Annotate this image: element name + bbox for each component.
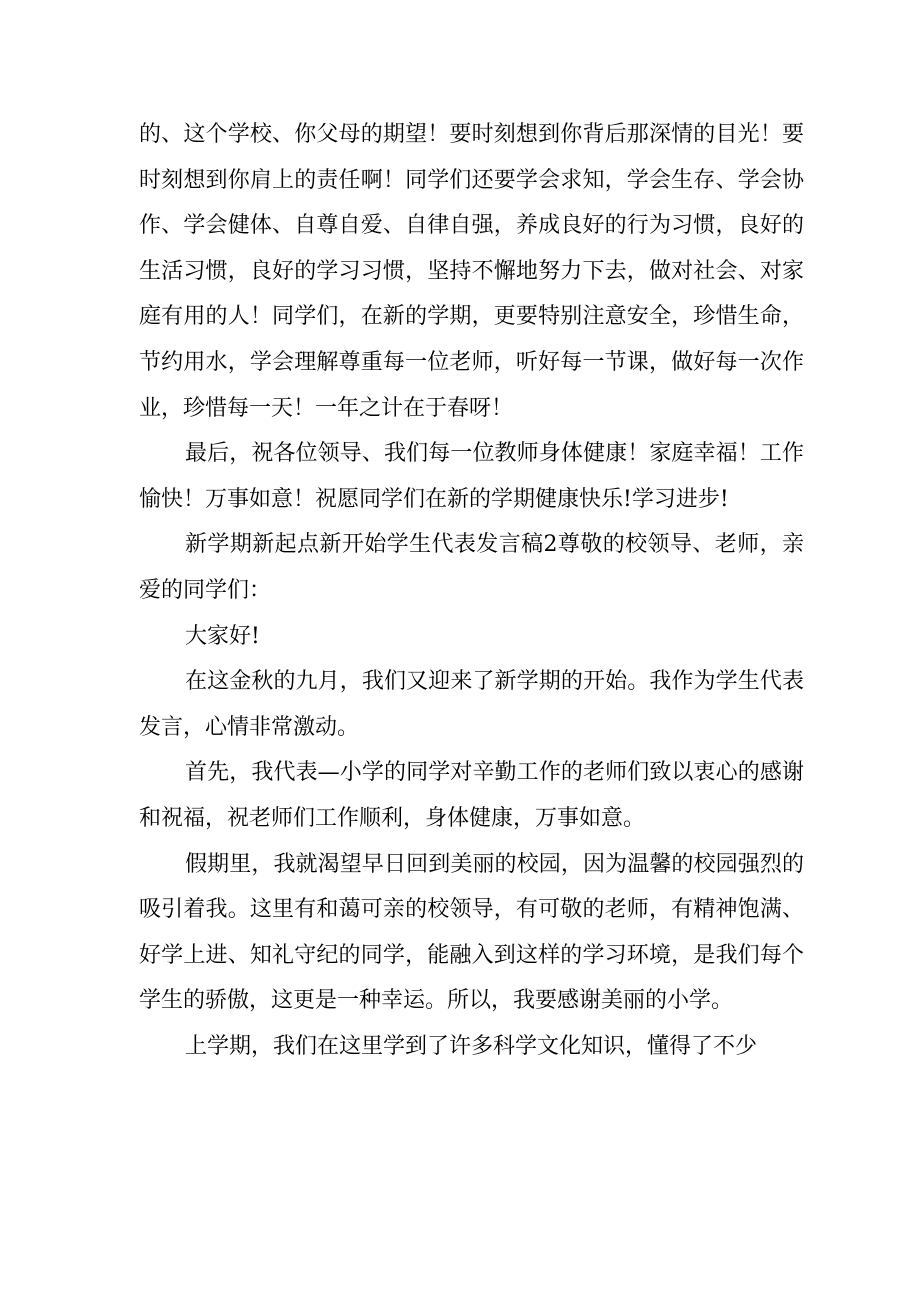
paragraph-speech-heading: 新学期新起点新开始学生代表发言稿2尊敬的校领导、老师，亲爱的同学们：	[139, 532, 804, 603]
paragraph-continuation: 的、这个学校、你父母的期望！要时刻想到你背后那深情的目光！要时刻想到你肩上的责任啊！同学们还要学会求知，学会生存、学会协作、学会健体、自尊自爱、自律自强，养成良好的行为习惯，良好的生活习惯，良好的学习习惯，坚持不懈地努力下去，做对社会、对家庭有用的人！同学们，在新的学期，更要特别注意安全，珍惜生命，节约用水，学会理解尊重每一位老师，听好每一节课，做好每一次作业，珍惜每一天！一年之计在于春呀！	[139, 122, 804, 421]
paragraph-thanks: 首先，我代表—小学的同学对辛勤工作的老师们致以衷心的感谢和祝福，祝老师们工作顺利，身体健康，万事如意。	[139, 760, 804, 831]
paragraph-holiday: 假期里，我就渴望早日回到美丽的校园，因为温馨的校园强烈的吸引着我。这里有和蔼可亲的校领导，有可敬的老师，有精神饱满、好学上进、知礼守纪的同学，能融入到这样的学习环境，是我们每个学生的骄傲，这更是一种幸运。所以，我要感谢美丽的小学。	[139, 851, 804, 1014]
paragraph-closing-wishes: 最后，祝各位领导、我们每一位教师身体健康！家庭幸福！工作愉快！万事如意！祝愿同学们在新的学期健康快乐!学习进步!	[139, 441, 804, 512]
paragraph-last-semester: 上学期，我们在这里学到了许多科学文化知识，懂得了不少	[185, 1033, 758, 1059]
paragraph-greeting: 大家好!	[185, 623, 260, 649]
body-text	[139, 112, 804, 1069]
paragraph-intro: 在这金秋的九月，我们又迎来了新学期的开始。我作为学生代表发言，心情非常激动。	[139, 669, 804, 740]
